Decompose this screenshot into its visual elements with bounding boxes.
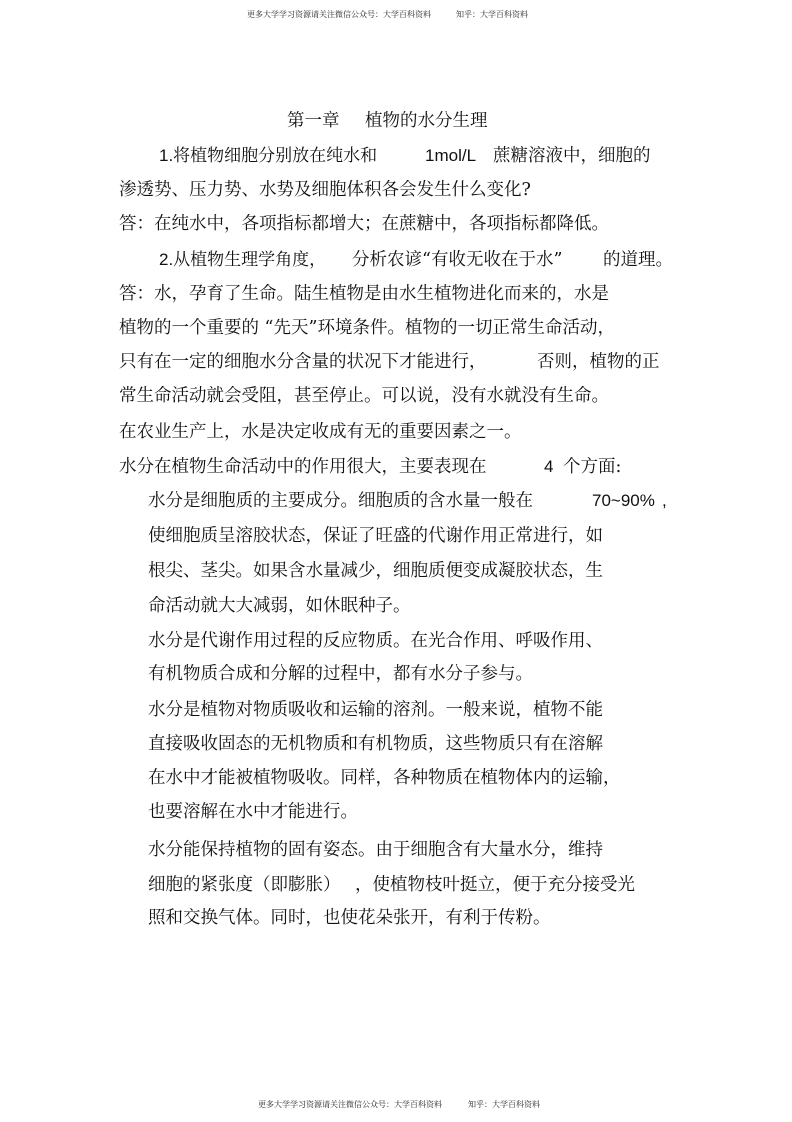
page-header-left: 更多大学学习资源请关注微信公众号：大学百科资料	[247, 10, 431, 19]
point1-line1-part1: 水分是细胞质的主要成分。细胞质的含水量一般在	[148, 491, 533, 511]
q1-text-line2: 渗透势、压力势、水势及细胞体积各会发生什么变化?	[119, 180, 531, 200]
a1-text: 答：在纯水中，各项指标都增大；在蔗糖中，各项指标都降低。	[119, 214, 609, 234]
page-header-right: 知乎：大学百科资料	[456, 10, 528, 19]
a2-line3-part1: 只有在一定的细胞水分含量的状况下才能进行，	[119, 352, 487, 372]
point4-line3: 照和交换气体。同时，也使花朵张开，有利于传粉。	[148, 908, 551, 928]
a2-line2: 植物的一个重要的 “先天”环境条件。植物的一切正常生命活动，	[119, 318, 615, 338]
point3-line2: 直接吸收固态的无机物质和有机物质，这些物质只有在溶解	[148, 734, 603, 754]
q2-text-part1: 2.从植物生理学角度，	[159, 250, 327, 269]
a2-line1: 答：水，孕育了生命。陆生植物是由水生植物进化而来的，水是	[119, 284, 609, 304]
point1-line3: 根尖、茎尖。如果含水量减少，细胞质便变成凝胶状态，生	[148, 561, 603, 581]
point3-line4: 也要溶解在水中才能进行。	[148, 802, 358, 822]
point4-line1: 水分能保持植物的固有姿态。由于细胞含有大量水分，维持	[148, 840, 603, 860]
point4-line2-part1: 细胞的紧张度（即膨胀）	[148, 875, 341, 895]
q2-text-part3: 的道理。	[603, 250, 673, 270]
a2-line3-part2: 否则，植物的正	[537, 352, 660, 372]
q1-text-part1: 1.将植物细胞分别放在纯水和	[159, 146, 378, 165]
page-footer-right: 知乎：大学百科资料	[468, 1100, 540, 1109]
point4-line2-part2: ，使植物枝叶挺立，便于充分接受光	[355, 875, 635, 895]
point1-line2: 使细胞质呈溶胶状态，保证了旺盛的代谢作用正常进行，如	[148, 526, 603, 546]
a2-line6-part1: 水分在植物生命活动中的作用很大，主要表现在	[119, 457, 487, 477]
q2-text-part2: 分析农谚“有收无收在于水”	[352, 250, 563, 270]
point2-line1: 水分是代谢作用过程的反应物质。在光合作用、呼吸作用、	[148, 631, 603, 651]
point1-percentage: 70~90%	[592, 491, 655, 510]
q1-concentration: 1mol/L	[425, 146, 477, 165]
chapter-number: 第一章	[287, 111, 340, 131]
point1-comma: ,	[662, 491, 667, 510]
q1-text-part3: 蔗糖溶液中，细胞的	[493, 146, 651, 166]
a2-line4: 常生命活动就会受阻，甚至停止。可以说，没有水就没有生命。	[119, 386, 609, 406]
point3-line3: 在水中才能被植物吸收。同样，各种物质在植物体内的运输，	[148, 768, 621, 788]
chapter-title: 植物的水分生理	[365, 111, 488, 131]
a2-line5: 在农业生产上，水是决定收成有无的重要因素之一。	[119, 422, 522, 442]
a2-line6-count: 4	[544, 457, 554, 476]
point3-line1: 水分是植物对物质吸收和运输的溶剂。一般来说，植物不能	[148, 700, 603, 720]
page-footer-left: 更多大学学习资源请关注微信公众号：大学百科资料	[258, 1100, 442, 1109]
a2-line6-part3: 个方面:	[563, 457, 622, 477]
point2-line2: 有机物质合成和分解的过程中，都有水分子参与。	[148, 664, 533, 684]
point1-line4: 命活动就大大减弱，如休眠种子。	[148, 596, 411, 616]
